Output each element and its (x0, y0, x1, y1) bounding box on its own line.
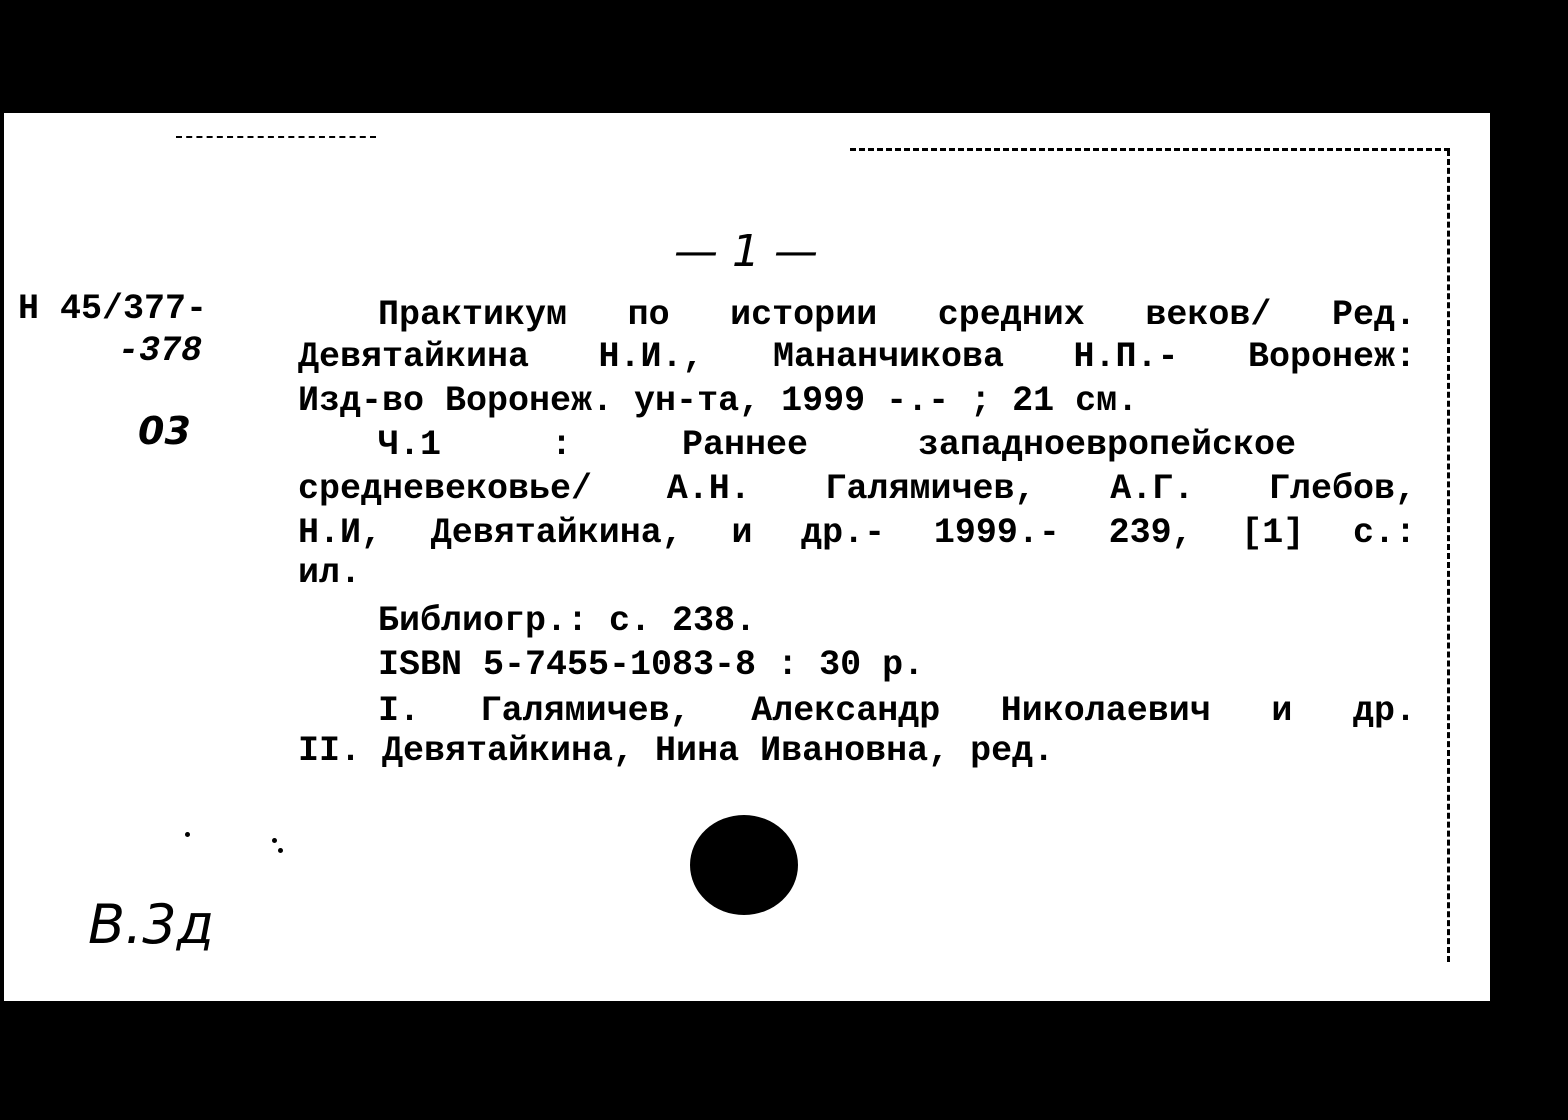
word: и (1271, 691, 1293, 731)
imprint: Изд-во Воронеж. ун-та, 1999 -.- ; 21 см. (298, 381, 1139, 421)
word: А.Г. (1110, 469, 1195, 509)
location-mark: В.3д (88, 893, 214, 956)
word: Александр (751, 691, 941, 731)
speck (185, 832, 190, 837)
word: Н.И, (298, 513, 383, 553)
bibliography-note: Библиогр.: с. 238. (378, 601, 757, 641)
word: др.- (801, 513, 886, 553)
word: др. (1352, 691, 1416, 731)
part-line-3 (298, 513, 1416, 554)
word: I. (378, 691, 421, 731)
part-line-1 (378, 425, 1296, 466)
handwritten-code: 03 (138, 409, 191, 453)
word: Николаевич (1000, 691, 1211, 731)
speck (272, 838, 277, 843)
part-last-line: ил. (298, 553, 362, 593)
word: истории (730, 295, 878, 335)
word: Раннее (681, 425, 808, 465)
word: 239, (1108, 513, 1193, 553)
punch-hole (690, 815, 798, 915)
word: по (627, 295, 670, 335)
word: с.: (1352, 513, 1416, 553)
word: А.Н. (666, 469, 751, 509)
part-line-2 (298, 469, 1416, 510)
word: Глебов, (1268, 469, 1416, 509)
word: Мананчикова (772, 337, 1005, 377)
word: средневековье/ (298, 469, 593, 509)
word: : (550, 425, 572, 465)
call-number-line-1: Н 45/377- (18, 289, 208, 329)
top-left-dashed-border (176, 136, 376, 138)
speck (278, 848, 283, 853)
word: и (731, 513, 753, 553)
word: 1999.- (933, 513, 1060, 553)
word: Н.П.- (1073, 337, 1179, 377)
word: средних (937, 295, 1085, 335)
card-number: — 1 — (674, 226, 818, 277)
word: Девятайкина (298, 337, 530, 377)
word: Галямичев, (480, 691, 691, 731)
call-number-line-2: -378 (118, 331, 203, 371)
word: Н.И., (598, 337, 704, 377)
isbn-price: ISBN 5-7455-1083-8 : 30 р. (378, 645, 925, 685)
added-entry-line-2: II. Девятайкина, Нина Ивановна, ред. (298, 731, 1055, 771)
top-dashed-border (850, 148, 1450, 151)
word: Ред. (1331, 295, 1416, 335)
title-line-2 (298, 337, 1416, 378)
added-entry-line-1 (378, 691, 1416, 732)
right-dashed-border (1447, 150, 1450, 962)
word: Девятайкина, (430, 513, 683, 553)
word: Практикум (378, 295, 568, 335)
word: Ч.1 (378, 425, 442, 465)
word: западноевропейское (917, 425, 1296, 465)
word: Галямичев, (825, 469, 1036, 509)
word: [1] (1241, 513, 1305, 553)
title-line-1 (378, 295, 1416, 336)
word: Воронеж: (1247, 337, 1416, 377)
word: веков/ (1145, 295, 1272, 335)
